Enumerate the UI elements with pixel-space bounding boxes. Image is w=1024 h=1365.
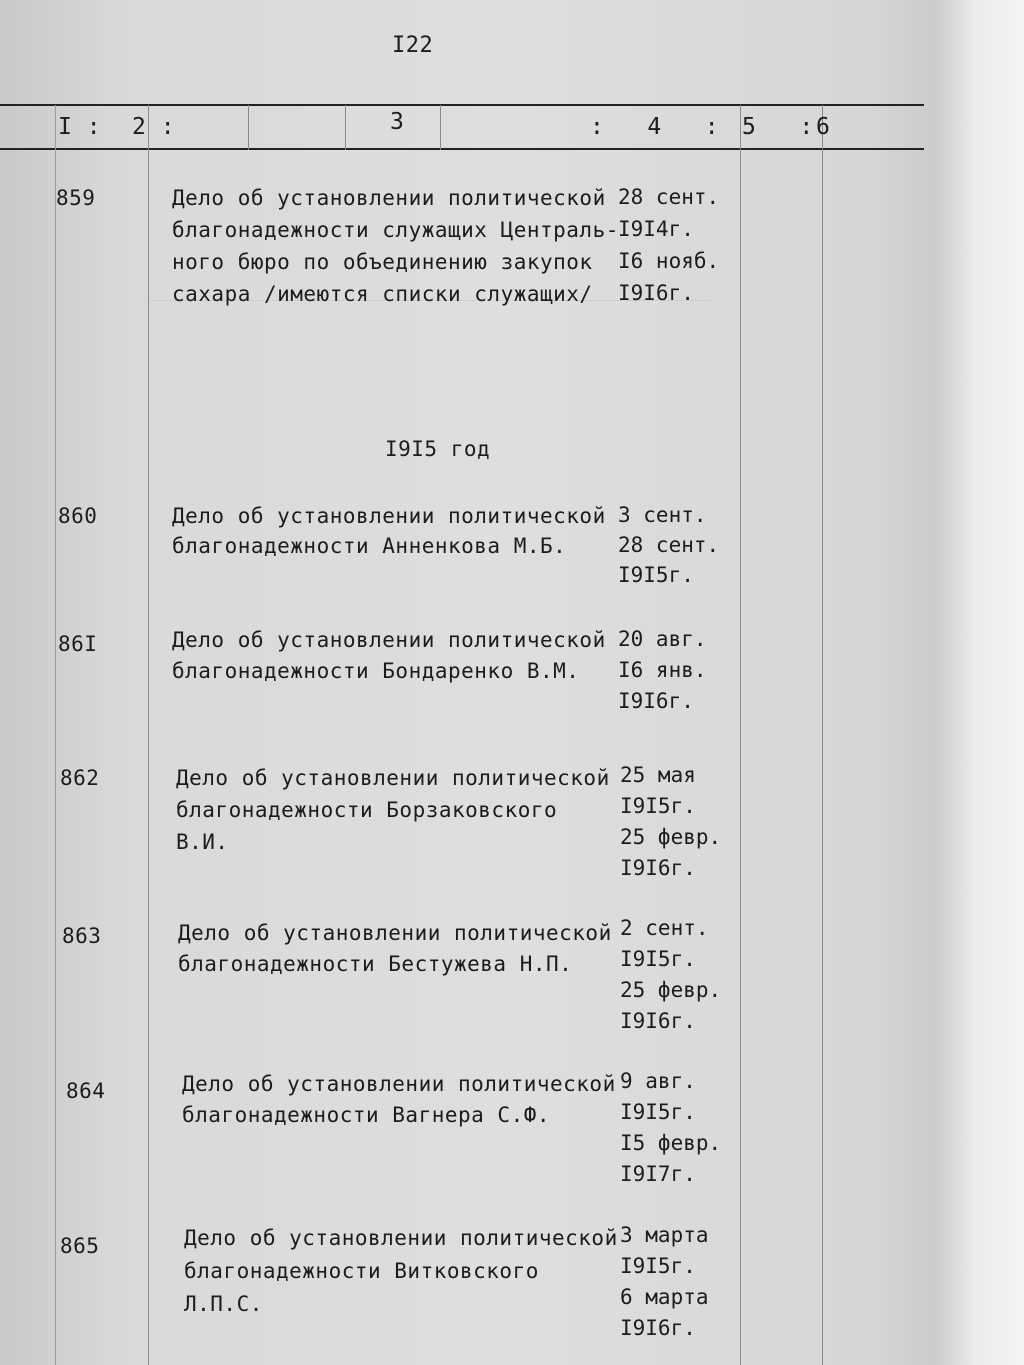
- entry-title-line: сахара /имеются списки служащих/: [172, 282, 593, 306]
- entry-title-line: Дело об установлении политической: [182, 1072, 616, 1096]
- entry-number: 86I: [58, 632, 98, 656]
- entry-date: I9I5г.: [620, 1254, 696, 1278]
- column-divider: [740, 105, 741, 1365]
- entry-date: I9I6г.: [618, 281, 694, 305]
- entry-date: 2 сент.: [620, 916, 709, 940]
- entry-date: I9I5г.: [618, 563, 694, 587]
- entry-date: I6 янв.: [618, 658, 707, 682]
- entry-title-line: благонадежности Анненкова М.Б.: [172, 534, 567, 558]
- entry-number: 863: [62, 924, 102, 948]
- column-divider: [822, 105, 823, 1365]
- entry-date: I9I5г.: [620, 1100, 696, 1124]
- header-top-rule: [0, 104, 924, 106]
- entry-date: I5 февр.: [620, 1131, 722, 1155]
- entry-title-line: благонадежности Бондаренко В.М.: [172, 659, 580, 683]
- entry-title-line: благонадежности Вагнера С.Ф.: [182, 1103, 551, 1127]
- entry-date: I6 нояб.: [618, 249, 720, 273]
- entry-title-line: благонадежности служащих Централь-: [172, 218, 619, 242]
- entry-date: 3 марта: [620, 1223, 709, 1247]
- entry-title-line: Дело об установлении политической: [172, 504, 606, 528]
- column-divider: [248, 105, 249, 150]
- header-bottom-rule: [0, 148, 924, 150]
- entry-date: 3 сент.: [618, 503, 707, 527]
- entry-date: I9I4г.: [618, 217, 694, 241]
- next-page-edge: [934, 0, 1024, 1365]
- column-divider: [440, 105, 441, 150]
- entry-date: I9I5г.: [620, 947, 696, 971]
- entry-date: 6 марта: [620, 1285, 709, 1309]
- entry-date: 9 авг.: [620, 1069, 696, 1093]
- entry-title-line: Л.П.С.: [184, 1292, 263, 1316]
- bleed-through-shadow: [150, 300, 710, 381]
- entry-date: 25 мая: [620, 763, 696, 787]
- column-header-1: I :: [58, 114, 102, 140]
- entry-title-line: Дело об установлении политической: [172, 628, 606, 652]
- entry-date: 25 февр.: [620, 825, 722, 849]
- entry-title-line: Дело об установлении политической: [176, 766, 610, 790]
- entry-date: I9I5г.: [620, 794, 696, 818]
- entry-title-line: благонадежности Бестужева Н.П.: [178, 952, 573, 976]
- entry-date: 20 авг.: [618, 627, 707, 651]
- column-header-5: 5 :: [742, 114, 814, 140]
- column-divider: [148, 105, 149, 1365]
- entry-title-line: В.И.: [176, 830, 229, 854]
- entry-title-line: Дело об установлении политической: [178, 921, 612, 945]
- entry-date: I9I7г.: [620, 1162, 696, 1186]
- entry-number: 865: [60, 1234, 100, 1258]
- entry-date: I9I6г.: [620, 856, 696, 880]
- column-divider: [55, 105, 56, 1365]
- column-header-3: 3: [390, 109, 405, 135]
- entry-title-line: благонадежности Борзаковского: [176, 798, 558, 822]
- entry-title-line: Дело об установлении политической: [184, 1226, 618, 1250]
- entry-date: I9I6г.: [620, 1316, 696, 1340]
- entry-date: 28 сент.: [618, 533, 720, 557]
- entry-title-line: благонадежности Витковского: [184, 1259, 539, 1283]
- entry-date: I9I6г.: [618, 689, 694, 713]
- entry-title-line: ного бюро по объединению закупок: [172, 250, 593, 274]
- column-header-2: 2 :: [132, 114, 176, 140]
- entry-number: 862: [60, 766, 100, 790]
- entry-number: 859: [56, 186, 96, 210]
- year-heading: I9I5 год: [385, 437, 491, 461]
- entry-number: 864: [66, 1079, 106, 1103]
- entry-number: 860: [58, 504, 98, 528]
- column-divider: [345, 105, 346, 150]
- column-header-4: : 4 :: [590, 114, 720, 140]
- entry-date: 25 февр.: [620, 978, 722, 1002]
- entry-date: I9I6г.: [620, 1009, 696, 1033]
- entry-title-line: Дело об установлении политической: [172, 186, 606, 210]
- entry-date: 28 сент.: [618, 185, 720, 209]
- page-number: I22: [392, 33, 434, 58]
- column-header-6: 6: [816, 114, 831, 140]
